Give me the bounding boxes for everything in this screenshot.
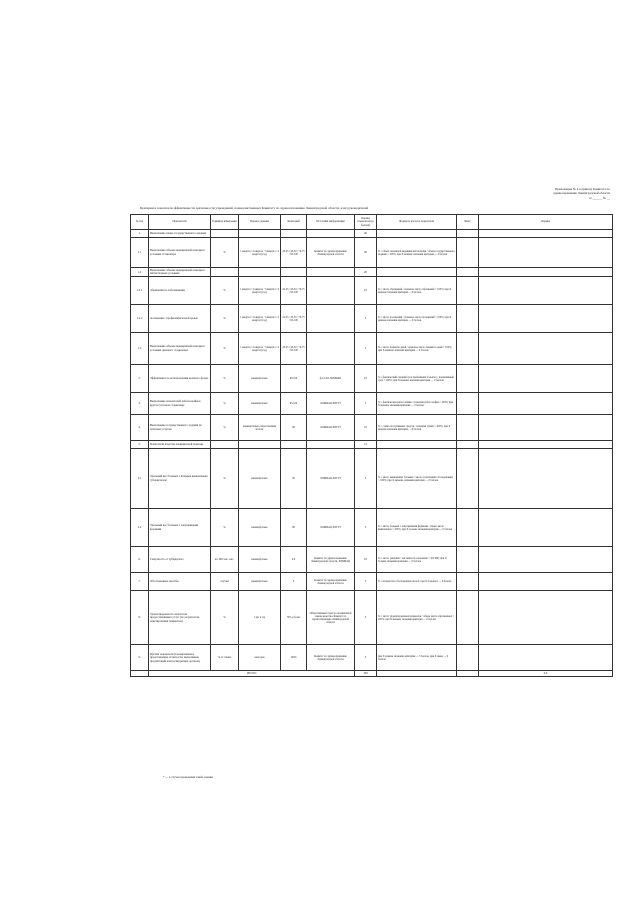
row-grade (479, 268, 613, 277)
row-criterion: 4,9 (281, 547, 307, 573)
row-source (307, 441, 355, 449)
row-number: 8. (131, 591, 149, 645)
row-score: 10 (355, 547, 377, 573)
row-indicator: Удельный вес больных с запущенными формами (149, 509, 211, 547)
row-fact (457, 268, 479, 277)
row-indicator: Удовлетворенность качеством предоставляемых услуг (по результатам анкетирования пациентов) (149, 591, 211, 645)
table-row (131, 238, 613, 268)
row-criterion: 95-100 (281, 393, 307, 415)
table-row (131, 415, 613, 441)
row-criterion: 90 (281, 509, 307, 547)
row-period: ежеквартально, нарастающим итогом (239, 415, 281, 441)
row-formula: при X равном значению критерия — 5 баллов, при X ниже — 0 баллов (377, 645, 457, 671)
row-unit: % (211, 238, 239, 268)
appendix-line: здравоохранению Ленинградской области (553, 191, 610, 196)
row-fact (457, 305, 479, 333)
row-fact (457, 333, 479, 365)
row-number: 2. (131, 365, 149, 393)
row-period: ежеквартально (239, 449, 281, 509)
row-unit: % (211, 509, 239, 547)
row-indicator: Выполнение объема медицинской помощи в условиях стационара (149, 238, 211, 268)
header-score: Оценка показателя (в баллах) (355, 215, 377, 230)
row-number: 3. (131, 393, 149, 415)
appendix-line: от ______ № __ (588, 195, 610, 200)
total-spacer (131, 671, 149, 677)
row-formula: X = сумма поступивших средств / плановая сумма × 100%; при X меньше значения критерия — 0 баллов (377, 415, 457, 441)
row-period: 1 квартал / 2 квартал / 3 квартал / 4 квартал (год) (239, 333, 281, 365)
row-period: 1 раз в год (239, 591, 281, 645)
header-period: Период оценки (239, 215, 281, 230)
table-row (131, 230, 613, 238)
row-period: ежеквартально (239, 509, 281, 547)
row-unit: % (211, 305, 239, 333)
row-period: ежеквартально (239, 393, 281, 415)
row-formula: X = количество обоснованных жалоб; при X больше 0 — 0 баллов (377, 573, 457, 591)
row-score: 20 (355, 268, 377, 277)
row-formula: X = число посещений / плановое число посещений × 100%; при X меньше значения критерия — 0 баллов (377, 305, 457, 333)
row-formula (377, 268, 457, 277)
header-no: № п/п (131, 215, 149, 230)
row-score: 40 (355, 230, 377, 238)
row-unit: % от плана (211, 645, 239, 671)
table-row (131, 509, 613, 547)
row-source: ЛОМИАЦ ЛОГУЗ (307, 393, 355, 415)
row-source: Комитет по здравоохранению Ленинградской области (307, 238, 355, 268)
row-fact (457, 645, 479, 671)
header-source: Источник информации (307, 215, 355, 230)
row-fact (457, 573, 479, 591)
total-label: ИТОГО (149, 671, 355, 677)
row-indicator: Показатели качества медицинской помощи (149, 441, 211, 449)
total-fact (457, 671, 479, 677)
row-criterion: 22-25 / 45-50 / 70-75 / 95-100 (281, 277, 307, 305)
row-grade (479, 449, 613, 509)
table-row (131, 268, 613, 277)
row-fact (457, 277, 479, 305)
row-formula: X = число выявленных больных / число подлежащих обследованию × 100%; при X меньше значения критерия — 0 баллов (377, 449, 457, 509)
row-criterion: 0 (281, 573, 307, 591)
table-row (131, 277, 613, 305)
row-source: ЛОМИАЦ ЛОГУЗ (307, 415, 355, 441)
table-header-row (131, 215, 613, 230)
row-unit: % (211, 277, 239, 305)
row-number: 5.2 (131, 509, 149, 547)
row-criterion: 90 (281, 415, 307, 441)
row-number: 1.3 (131, 333, 149, 365)
row-number: 4. (131, 415, 149, 441)
row-period: ежеквартально (239, 365, 281, 393)
appendix-line: Приложение № 4 к приказу Комитета по (555, 187, 610, 191)
row-period (239, 441, 281, 449)
row-fact (457, 230, 479, 238)
row-number: 9. (131, 645, 149, 671)
header-formula: Формула расчета показателя (377, 215, 457, 230)
table-row (131, 645, 613, 671)
row-unit: % (211, 365, 239, 393)
row-grade (479, 509, 613, 547)
row-grade (479, 305, 613, 333)
row-source: Комитет по здравоохранению Ленинградской области (307, 573, 355, 591)
table-row (131, 305, 613, 333)
row-unit: % (211, 591, 239, 645)
row-score: 5 (355, 449, 377, 509)
row-fact (457, 591, 479, 645)
row-period: 1 квартал / 2 квартал / 3 квартал / 4 квартал (год) (239, 305, 281, 333)
row-source (307, 305, 355, 333)
row-source (307, 230, 355, 238)
row-grade (479, 591, 613, 645)
row-unit: случаи (211, 573, 239, 591)
row-formula (377, 441, 457, 449)
row-fact (457, 415, 479, 441)
row-fact (457, 449, 479, 509)
row-criterion: 95 (281, 449, 307, 509)
document-title: Критерии и показатели эффективности деятельности учреждений, подведомственных Комитету по здравоохранению Ленинградской области, и их руководителей (140, 206, 369, 210)
row-score: 10 (355, 365, 377, 393)
row-formula: X = фактический средний срок пребывания больного / нормативный срок × 100%; при X меньше значения критерия — 0 баллов (377, 365, 457, 393)
row-criterion: 22-25 / 45-50 / 70-75 / 95-100 (281, 305, 307, 333)
row-indicator: Выполнение государственного задания по платным услугам (149, 415, 211, 441)
footnote: * — в случае проведения такой оценки (163, 775, 213, 779)
row-source (307, 268, 355, 277)
row-grade (479, 441, 613, 449)
row-period (239, 268, 281, 277)
row-unit: на 100 тыс. нас. (211, 547, 239, 573)
row-period: ежеквартально (239, 573, 281, 591)
row-indicator: Обоснованные жалобы (149, 573, 211, 591)
row-period: 1 квартал / 2 квартал / 3 квартал / 4 квартал (год) (239, 238, 281, 268)
row-score: 10 (355, 277, 377, 305)
row-formula (377, 230, 457, 238)
row-criterion: 90-100 (281, 365, 307, 393)
header-grade: Оценка (479, 215, 613, 230)
row-criterion: 20-25 / 45-50 / 70-75 / 95-100 (281, 238, 307, 268)
total-grade: 0,0 (479, 671, 613, 677)
row-score: 5 (355, 573, 377, 591)
row-fact (457, 365, 479, 393)
row-indicator: Эффективность использования коечного фонда (149, 365, 211, 393)
table-row (131, 393, 613, 415)
table-row (131, 449, 613, 509)
row-grade (479, 393, 613, 415)
row-formula: X = число удовлетворенных пациентов / общее число опрошенных × 100%; при X меньше значения критерия — 0 баллов (377, 591, 457, 645)
row-number: 1.2.1 (131, 277, 149, 305)
row-number: 1. (131, 230, 149, 238)
row-indicator: обращения по заболеваниям (149, 277, 211, 305)
row-fact (457, 509, 479, 547)
row-unit: % (211, 393, 239, 415)
table-row (131, 591, 613, 645)
row-formula: X = число обращений / плановое число обращений × 100%; при X меньше значения критерия — 0 баллов (377, 277, 457, 305)
row-fact (457, 238, 479, 268)
table-row (131, 573, 613, 591)
row-grade (479, 230, 613, 238)
row-formula: X = фактическая работа койки / плановая работа койки × 100%; при X меньше значения критерия — 0 баллов (377, 393, 457, 415)
row-score: 5 (355, 645, 377, 671)
total-score: 100 (355, 671, 377, 677)
row-indicator: Смертность от туберкулеза (149, 547, 211, 573)
table-row (131, 365, 613, 393)
row-number: 1.2 (131, 268, 149, 277)
row-formula: X = объем оказанной медицинской помощи / объем государственного задания × 100%; при X меньше значения критерия — 0 баллов (377, 238, 457, 268)
table-row (131, 547, 613, 573)
header-criterion: Критерий (281, 215, 307, 230)
table-row (131, 333, 613, 365)
row-period: ежеквартально (239, 547, 281, 573)
header-fact: Факт (457, 215, 479, 230)
row-score: 15 (355, 441, 377, 449)
row-grade (479, 547, 613, 573)
row-formula: X = число больных с запущенными формами / общее число выявленных × 100%; при X больше значения критерия — 0 баллов (377, 509, 457, 547)
row-period: ежегодно (239, 645, 281, 671)
row-source (307, 277, 355, 305)
row-period (239, 230, 281, 238)
row-criterion: 20-25 / 45-50 / 70-75 / 95-100 (281, 333, 307, 365)
row-number: 7. (131, 573, 149, 591)
row-score: 5 (355, 333, 377, 365)
row-fact (457, 441, 479, 449)
total-row (131, 671, 613, 677)
row-source: Комитет по здравоохранению Ленинградской области (307, 645, 355, 671)
row-score: 10 (355, 415, 377, 441)
appendix-note (470, 187, 610, 200)
row-unit: % (211, 449, 239, 509)
row-indicator: Выполнение показателей работы койки в круглосуточном стационаре (149, 393, 211, 415)
row-source: ф.14 ЛО ЛОМИАЦ (307, 365, 355, 393)
row-score: 5 (355, 305, 377, 333)
row-source: ЛОМИАЦ ЛОГУЗ (307, 449, 355, 509)
row-criterion: 70% и более (281, 591, 307, 645)
row-unit: % (211, 415, 239, 441)
header-indicator: Показатели (149, 215, 211, 230)
row-indicator: Прочие показатели (Своевременное представление отчетности, выполнение предписаний контролирующих органов) (149, 645, 211, 671)
row-fact (457, 393, 479, 415)
row-number: 5.1 (131, 449, 149, 509)
row-indicator: Выполнение плана государственного задания (149, 230, 211, 238)
row-criterion: 100% (281, 645, 307, 671)
row-formula: X = число умерших / численность населения × 100 000; при X больше значения критерия — 0 баллов (377, 547, 457, 573)
row-score: 5 (355, 591, 377, 645)
row-score: 5 (355, 393, 377, 415)
row-indicator: Удельный вес больных с впервые выявленным туберкулезом (149, 449, 211, 509)
row-criterion (281, 441, 307, 449)
row-source (307, 333, 355, 365)
row-grade (479, 277, 613, 305)
row-grade (479, 415, 613, 441)
row-number: 1.1 (131, 238, 149, 268)
row-fact (457, 547, 479, 573)
row-indicator: Выполнение объема медицинской помощи в условиях дневного стационара (149, 333, 211, 365)
row-period: 1 квартал / 2 квартал / 3 квартал / 4 квартал (год) (239, 277, 281, 305)
row-unit: % (211, 333, 239, 365)
row-grade (479, 645, 613, 671)
header-unit: Единица измерения (211, 215, 239, 230)
row-source: Комитет по здравоохранению Ленинградской области, ЛОМИАЦ (307, 547, 355, 573)
row-grade (479, 573, 613, 591)
row-source: ЛОМИАЦ ЛОГУЗ (307, 509, 355, 547)
row-score: 5 (355, 509, 377, 547)
row-indicator: посещения с профилактической целью (149, 305, 211, 333)
row-unit (211, 268, 239, 277)
row-score: 20 (355, 238, 377, 268)
row-formula: X = число пациенто-дней / плановое число пациенто-дней × 100%; при X меньше значения критерия — 0 баллов (377, 333, 457, 365)
total-spacer (377, 671, 457, 677)
row-indicator: Выполнение объема медицинской помощи в амбулаторных условиях (149, 268, 211, 277)
row-grade (479, 365, 613, 393)
criteria-table (130, 214, 613, 677)
row-unit (211, 441, 239, 449)
row-number: 5. (131, 441, 149, 449)
table-row (131, 441, 613, 449)
row-number: 1.2.2 (131, 305, 149, 333)
row-number: 6. (131, 547, 149, 573)
row-grade (479, 333, 613, 365)
row-criterion (281, 268, 307, 277)
row-source: Общественный совет по независимой оценке качества, Комитет по здравоохранению Ленинградской области (307, 591, 355, 645)
row-unit (211, 230, 239, 238)
row-grade (479, 238, 613, 268)
row-criterion (281, 230, 307, 238)
